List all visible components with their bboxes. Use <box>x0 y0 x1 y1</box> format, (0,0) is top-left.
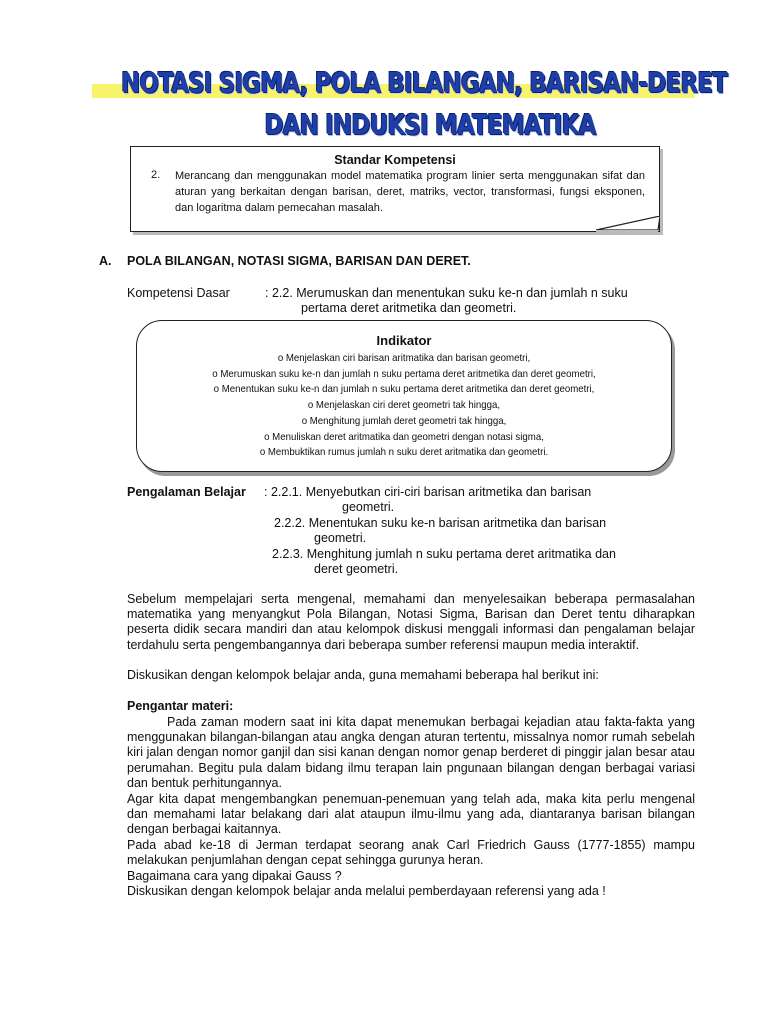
standar-kompetensi-box <box>130 146 660 232</box>
pengalaman-item-1-line2: geometri. <box>342 500 395 514</box>
indikator-list <box>137 351 671 461</box>
pengalaman-item-1-line1: : 2.2.1. Menyebutkan ciri-ciri barisan aritmetika dan barisan <box>264 485 592 499</box>
indikator-item: o Menjelaskan ciri deret geometri tak hingga, <box>307 399 501 412</box>
pengalaman-item-3-line2: deret geometri. <box>314 562 399 576</box>
pengantar-heading: Pengantar materi: <box>127 699 234 713</box>
pengantar-paragraph-2: Agar kita dapat mengembangkan penemuan-penemuan yang telah ada, maka kita perlu mengenal dan memahami latar belakang dari alat ataupun ilmu-ilmu yang ada, diantaranya barisan bilangan dengan berbagai kaitannya. <box>127 792 695 837</box>
pengantar-question: Bagaimana cara yang dipakai Gauss ? <box>127 869 342 883</box>
document-title-line1: NOTASI SIGMA, POLA BILANGAN, BARISAN-DERET <box>121 66 727 99</box>
indikator-heading: Indikator <box>376 333 432 348</box>
pengantar-closing: Diskusikan dengan kelompok belajar anda melalui pemberdayaan referensi yang ada ! <box>127 884 606 898</box>
intro-paragraph: Sebelum mempelajari serta mengenal, memahami dan menyelesaikan beberapa permasalahan matematika yang menyangkut Pola Bilangan, Notasi Sigma, Barisan dan Deret tentu diharapkan peserta didik secara mandiri dan atau kelompok diskusi menggali informasi dan pengalaman belajar terdahulu serta pengembangannya dari beberapa sumber referensi maupun media interaktif. <box>127 592 695 652</box>
section-number: A. <box>99 254 112 268</box>
kompetensi-dasar-text <box>265 286 695 316</box>
indikator-item: o Menuliskan deret aritmatika dan geometri dengan notasi sigma, <box>264 430 544 443</box>
indikator-item: o Membuktikan rumus jumlah n suku deret aritmatika dan geometri. <box>259 446 549 459</box>
pengalaman-item-2-line1: 2.2.2. Menentukan suku ke-n barisan aritmetika dan barisan <box>274 516 607 530</box>
kompetensi-dasar-label: Kompetensi Dasar <box>127 286 230 300</box>
section-title: POLA BILANGAN, NOTASI SIGMA, BARISAN DAN DERET. <box>127 254 471 268</box>
kompetensi-dasar-line2: pertama deret aritmetika dan geometri. <box>301 301 517 315</box>
section-a-heading <box>99 254 471 268</box>
document-title-line2: DAN INDUKSI MATEMATIKA <box>264 108 596 141</box>
standar-kompetensi-heading: Standar Kompetensi <box>334 153 456 167</box>
indikator-box <box>136 320 672 472</box>
pengantar-paragraph-3: Pada abad ke-18 di Jerman terdapat seorang anak Carl Friedrich Gauss (1777-1855) mampu melakukan penjumlahan dengan cepat sehingga gurunya heran. <box>127 838 695 868</box>
page-curl-icon <box>596 216 660 232</box>
indikator-item: o Merumuskan suku ke-n dan jumlah n suku pertama deret aritmetika dan deret geometri, <box>212 367 596 380</box>
kompetensi-dasar-line1: : 2.2. Merumuskan dan menentukan suku ke-n dan jumlah n suku <box>265 286 628 300</box>
indikator-item: o Menentukan suku ke-n dan jumlah n suku pertama deret aritmetika dan deret geometri, <box>213 383 595 396</box>
standar-kompetensi-text: Merancang dan menggunakan model matematika program linier serta menggunakan sifat dan aturan yang berkaitan dengan barisan, deret, matriks, vector, transformasi, fungsi eksponen, dan logaritma dalam pemecahan masalah. <box>175 170 645 214</box>
standar-kompetensi-number: 2. <box>151 169 161 181</box>
intro-discuss: Diskusikan dengan kelompok belajar anda, guna memahami beberapa hal berikut ini: <box>127 668 599 682</box>
pengalaman-item-2-line2: geometri. <box>314 531 367 545</box>
pengalaman-belajar-title: Pengalaman Belajar <box>127 485 246 499</box>
pengalaman-belajar-label <box>127 485 246 500</box>
pengantar-paragraph-1: Pada zaman modern saat ini kita dapat menemukan berbagai kejadian atau fakta-fakta yang menggunakan bilangan-bilangan atau angka dengan aturan tertentu, missalnya nomor rumah sebelah kiri jalan dengan nomor ganjil dan sisi kanan dengan nomor genap berderet di pinggir jalan besar atau perumahan. Begitu pula dalam bidang ilmu terapan lain pngunaan bilangan dengan berbagai variasi dan bentuk perhitungannya. <box>127 715 695 790</box>
indikator-item: o Menjelaskan ciri barisan aritmatika dan barisan geometri, <box>277 352 531 364</box>
indikator-item: o Menghitung jumlah deret geometri tak hingga, <box>301 414 507 427</box>
pengalaman-item-3-line1: 2.2.3. Menghitung jumlah n suku pertama deret aritmatika dan <box>272 547 616 561</box>
